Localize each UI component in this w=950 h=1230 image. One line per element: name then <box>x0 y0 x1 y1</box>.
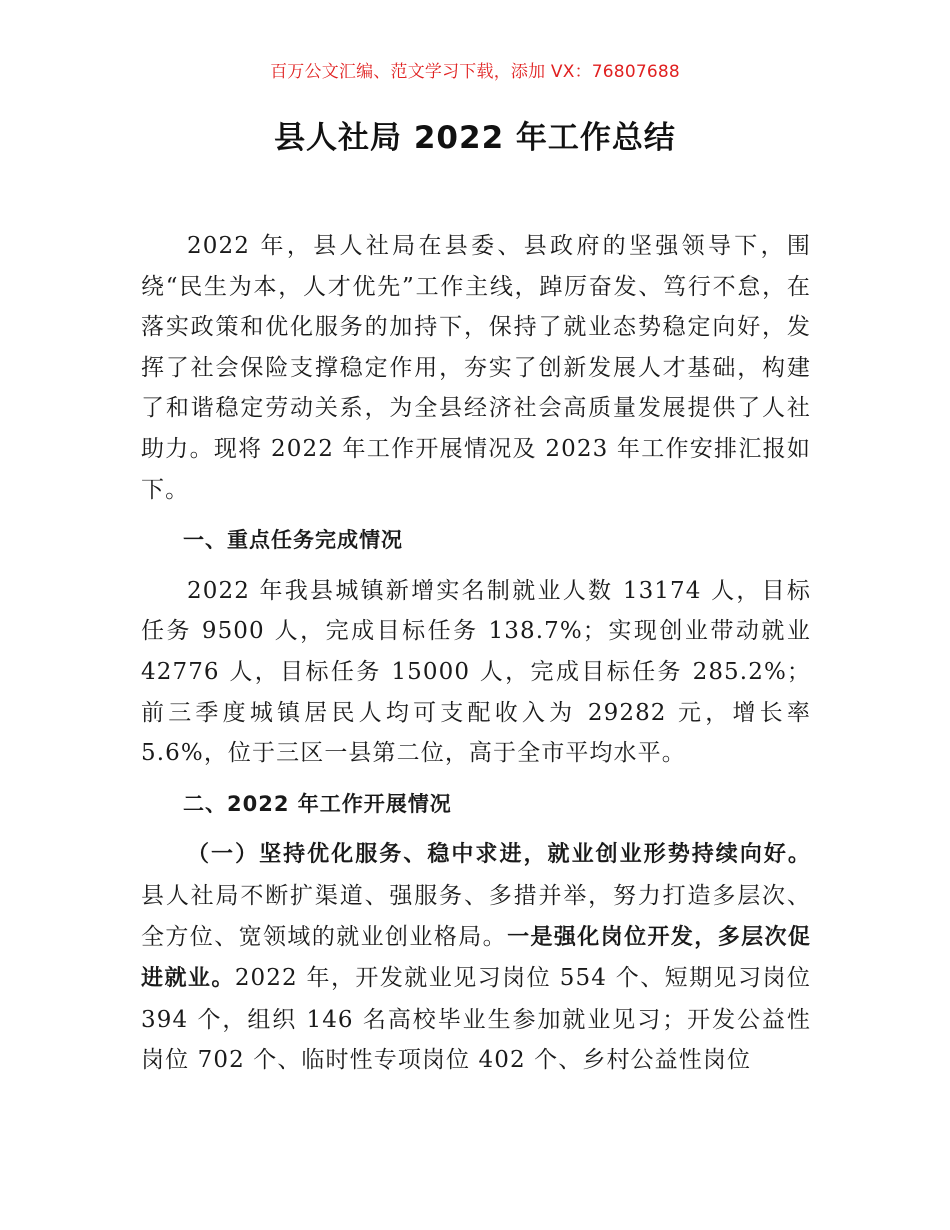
section-heading-2: 二、2022 年工作开展情况 <box>183 791 452 816</box>
subsection-1-detail: 2022 年，开发就业见习岗位 554 个、短期见习岗位 394 个，组织 146 名高校毕业生参加就业见习；开发公益性岗位 702 个、临时性专项岗位 402 个、乡村公益性岗位 <box>141 965 811 1074</box>
intro-paragraph: 2022 年，县人社局在县委、县政府的坚强领导下，围绕“民生为本，人才优先”工作主线，踔厉奋发、笃行不怠，在落实政策和优化服务的加持下，保持了就业态势稳定向好，发挥了社会保险支撑稳定作用，夯实了创新发展人才基础，构建了和谐稳定劳动关系，为全县经济社会高质量发展提供了人社助力。现将 2022 年工作开展情况及 2023 年工作安排汇报如下。 <box>141 233 811 503</box>
subsection-1-point: 一是强化岗位开发，多层次促进就业。 <box>141 924 812 992</box>
section-1-paragraph: 2022 年我县城镇新增实名制就业人数 13174 人，目标任务 9500 人，完成目标任务 138.7%；实现创业带动就业 42776 人，目标任务 15000 人，完成目标任务 285.2%；前三季度城镇居民人均可支配收入为 29282 元，增长率 5.6%，位于三区一县第二位，高于全市平均水平。 <box>141 577 811 767</box>
document-title: 县人社局 2022 年工作总结 <box>274 120 676 156</box>
document-body <box>141 226 811 1081</box>
subsection-1-text: 县人社局不断扩渠道、强服务、多措并举，努力打造多层次、全方位、宽领域的就业创业格局。 <box>141 882 811 950</box>
section-2-paragraph <box>141 834 811 1081</box>
section-heading-1: 一、重点任务完成情况 <box>183 528 403 553</box>
subsection-1-lead: （一）坚持优化服务、稳中求进，就业创业形势持续向好。 <box>187 842 811 868</box>
header-download-note: 百万公文汇编、范文学习下载，添加 VX：76807688 <box>270 62 680 82</box>
